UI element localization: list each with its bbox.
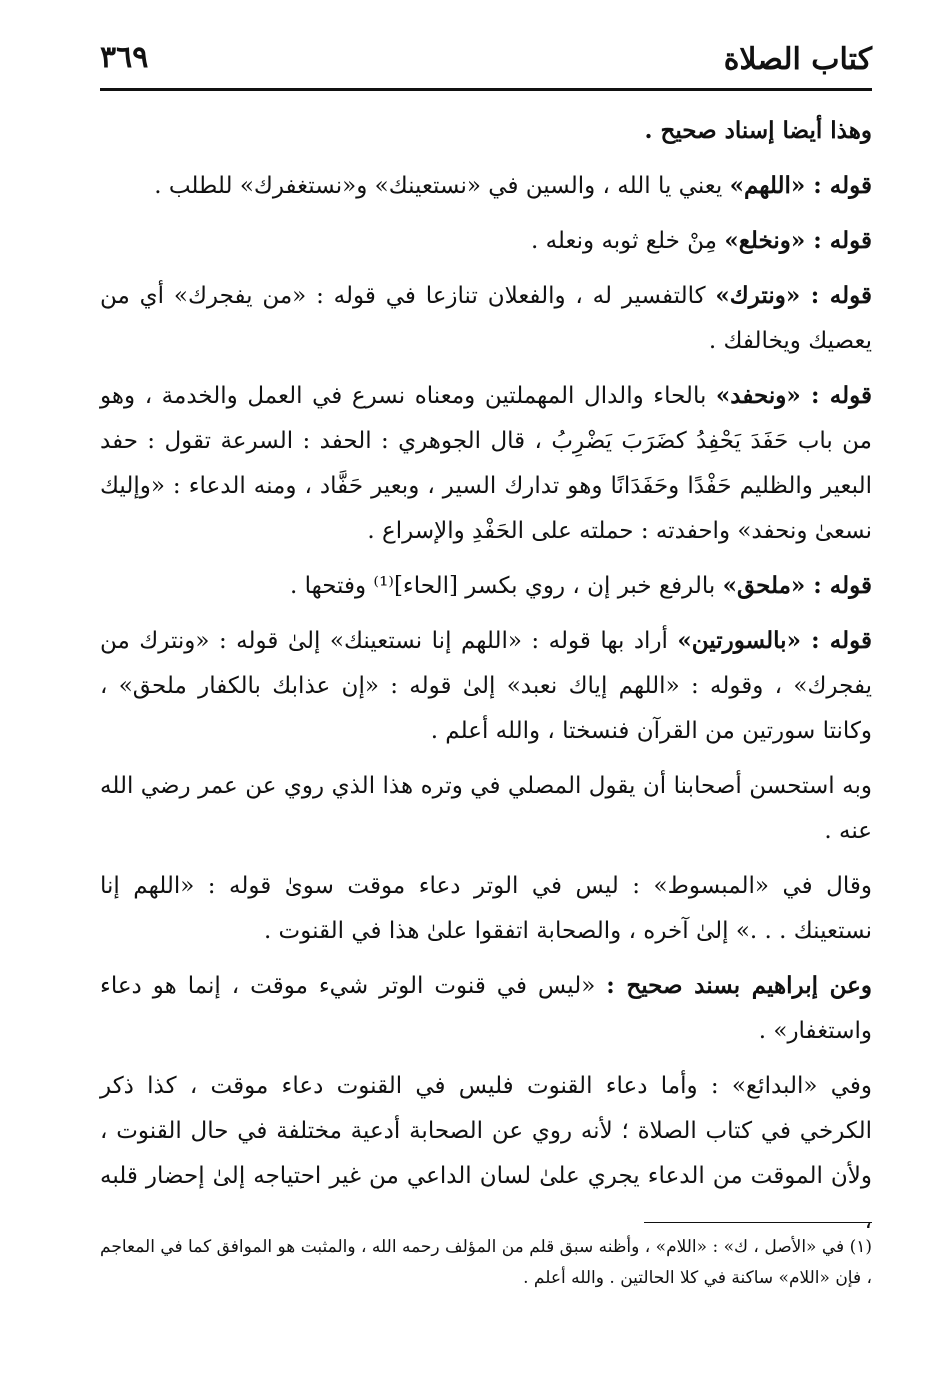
footnote-divider	[644, 1222, 872, 1223]
paragraph	[100, 563, 872, 609]
main-text	[100, 108, 872, 1253]
paragraph	[100, 218, 872, 264]
paragraph-lead: قوله : «ملحق»	[722, 572, 872, 599]
paragraph-text: «ليس في قنوت الوتر شيء موقت ، إنما هو دعاء واستغفار» .	[100, 973, 872, 1044]
paragraph-lead: قوله : «اللهم»	[729, 172, 872, 199]
paragraph-text: بالرفع خبر إن ، روي بكسر [الحاء]⁽¹⁾ وفتحها .	[289, 573, 723, 599]
paragraph	[100, 763, 872, 854]
paragraph	[100, 273, 872, 364]
chapter-title: كتاب الصلاة	[723, 42, 872, 77]
paragraph-lead: قوله : «بالسورتين»	[677, 627, 872, 654]
paragraph-lead: وعن إبراهيم بسند صحيح :	[606, 972, 872, 999]
paragraph	[100, 618, 872, 754]
paragraph-lead: قوله : «ونترك»	[715, 282, 872, 309]
paragraph-text: وفي «البدائع» : وأما دعاء القنوت فليس في القنوت دعاء موقت ، كذا ذكر الكرخي في كتاب الصلاة ؛ لأنه روي عن الصحابة أدعية مختلفة في حال القنوت ، ولأن الموقت من الدعاء يجري علىٰ لسان الداعي من غير احتياجه إلىٰ إحضار قلبه ،	[100, 1073, 872, 1234]
paragraph	[100, 163, 872, 209]
paragraph	[100, 373, 872, 554]
paragraph-lead: قوله : «ونحفد»	[715, 382, 872, 409]
paragraph	[100, 1063, 872, 1244]
paragraph-text: وبه استحسن أصحابنا أن يقول المصلي في وتره هذا الذي روي عن عمر رضي الله عنه .	[100, 773, 872, 844]
paragraph-text: بالحاء والدال المهملتين ومعناه نسرع في العمل والخدمة ، وهو من باب حَفَدَ يَحْفِدُ كضَرَبَ يَضْرِبُ ، قال الجوهري : الحفد : السرعة تقول : حفد البعير والظليم حَفْدًا وحَفَدَانًا وهو تدارك السير ، وبعير حَفَّاد ، ومنه الدعاء : «وإليك نسعىٰ ونحفد» واحفدته : حملته على الحَفْدِ والإسراع .	[100, 383, 872, 544]
paragraph-text: كالتفسير له ، والفعلان تنازعا في قوله : «من يفجرك» أي من يعصيك ويخالفك .	[100, 283, 872, 354]
paragraph-text: أراد بها قوله : «اللهم إنا نستعينك» إلىٰ قوله : «ونترك من يفجرك» ، وقوله : «اللهم إياك نعبد» إلىٰ قوله : «إن عذابك بالكفار ملحق» ، وكانتا سورتين من القرآن فنسختا ، والله أعلم .	[100, 628, 872, 744]
paragraph	[100, 863, 872, 954]
paragraph-text: وقال في «المبسوط» : ليس في الوتر دعاء موقت سوىٰ قوله : «اللهم إنا نستعينك . . .» إلىٰ آخره ، والصحابة اتفقوا علىٰ هذا في القنوت .	[100, 873, 872, 944]
paragraph-lead: قوله : «ونخلع»	[724, 227, 872, 254]
paragraph	[100, 963, 872, 1054]
paragraph	[100, 108, 872, 154]
footnotes	[100, 1232, 872, 1294]
paragraph-lead: وهذا أيضا إسناد صحيح .	[644, 117, 872, 144]
header-divider	[100, 88, 872, 91]
footnote: (١) في «الأصل ، ك» : «اللام» ، وأظنه سبق قلم من المؤلف رحمه الله ، والمثبت هو الموافق كما في المعاجم ، فإن «اللام» ساكنة في كلا الحالتين . والله أعلم .	[100, 1237, 872, 1288]
page-number: ٣٦٩	[100, 40, 149, 75]
paragraph-text: يعني يا الله ، والسين في «نستعينك» و«نستغفرك» للطلب .	[154, 173, 730, 199]
page-header	[100, 36, 872, 92]
paragraph-text: مِنْ خلع ثوبه ونعله .	[530, 228, 725, 254]
